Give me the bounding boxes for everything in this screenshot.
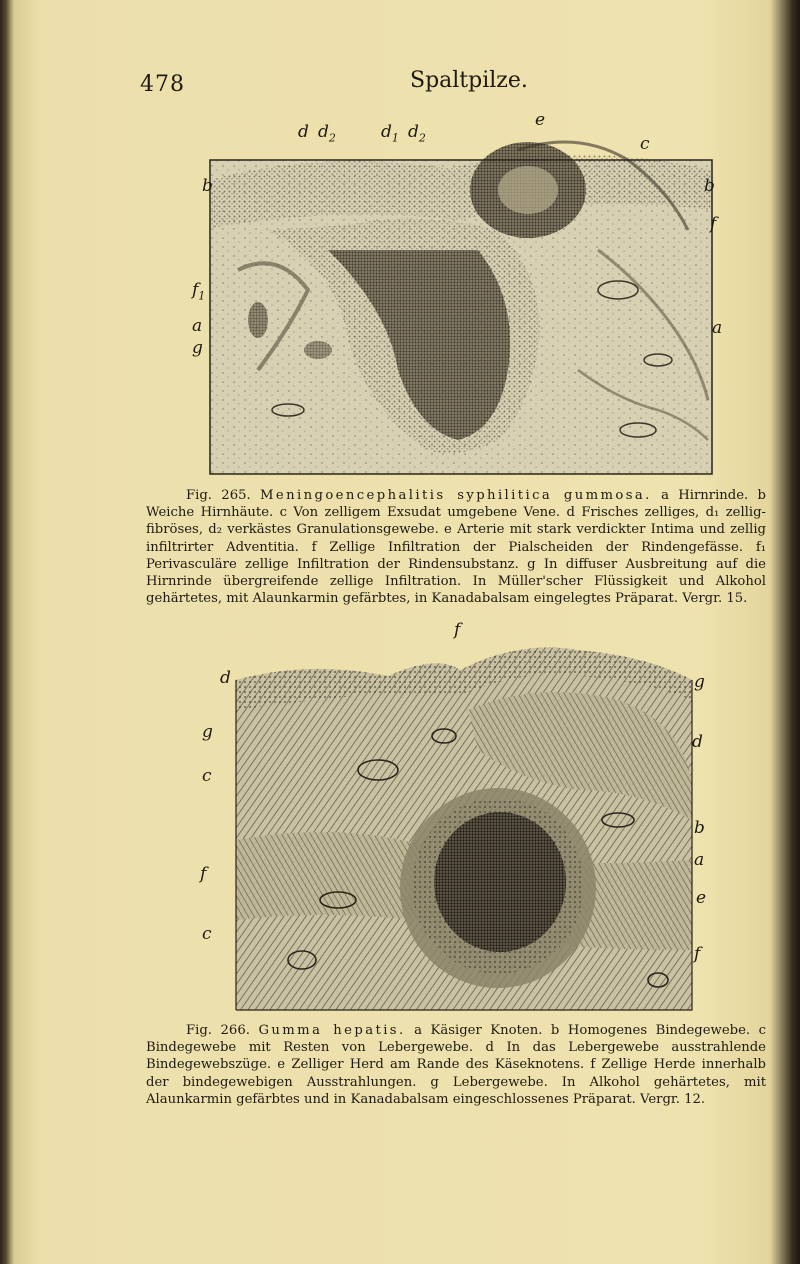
figure-266-caption xyxy=(146,1022,766,1108)
fig265-text: a Hirnrinde. b Weiche Hirnhäute. c Von zelligem Exsudat umgebene Vene. d Frisches zelliges, d₁ zellig-fibröses, d₂ verkästes Granulationsgewebe. e Arterie mit stark verdickter Intima und zellig infiltrirter Adventitia. f Zellige Infiltration der Pialscheiden der Rindengefässe. f₁ Perivasculäre zellige Infiltration der Rindensubstanz. g In diffuser Ausbreitung auf die Hirnrinde übergreifende zellige Infiltration. In Müller'scher Flüssigkeit und Alkohol gehärtetes, mit Alaunkarmin gefärbtes, in Kanadabalsam eingelegtes Präparat. Vergr. 15. xyxy=(146,488,766,607)
fig265-label-c: c xyxy=(640,134,650,154)
fig266-label-g-left: g xyxy=(202,722,213,742)
fig265-label-b-right: b xyxy=(704,176,715,196)
running-head: Spaltpilze. xyxy=(410,68,528,93)
fig265-label-g: g xyxy=(192,338,203,358)
fig265-label-f-right: f xyxy=(710,214,717,234)
fig265-label-d: d xyxy=(298,122,309,142)
fig265-label-d2b: $d_2$ xyxy=(408,122,426,145)
fig266-label-d-right: d xyxy=(692,732,703,752)
fig265-label-a-right: a xyxy=(712,318,723,338)
fig265-label-d2: $d_2$ xyxy=(318,122,336,145)
fig265-label-e: e xyxy=(535,110,546,130)
fig266-number: Fig. 266. xyxy=(186,1023,250,1038)
fig266-title: Gumma hepatis. xyxy=(258,1023,406,1038)
figure-266 xyxy=(198,620,726,1016)
fig266-text: a Käsiger Knoten. b Homogenes Bindegewebe. c Bindegewebe mit Resten von Lebergewebe. d In das Lebergewebe ausstrahlende Bindegewebszüge. e Zelliger Herd am Rande des Käseknotens. f Zellige Herde innerhalb der bindegewebigen Ausstrahlungen. g Lebergewebe. In Alkohol gehärtetes, mit Alaunkarmin gefärbtes und in Kanadabalsam eingeschlossenes Präparat. Vergr. 12. xyxy=(146,1023,766,1107)
fig266-label-c-left: c xyxy=(202,766,212,786)
fig265-label-f1: $f_1$ xyxy=(192,280,206,303)
fig266-label-a-right: a xyxy=(694,850,705,870)
fig265-label-d1: $d_1$ xyxy=(381,122,399,145)
figure-265-illustration xyxy=(198,110,726,482)
fig265-label-a-left: a xyxy=(192,316,203,336)
fig266-label-c-left2: c xyxy=(202,924,212,944)
figure-266-illustration xyxy=(198,620,726,1016)
page-number: 478 xyxy=(140,72,185,97)
fig266-label-g-right: g xyxy=(694,672,705,692)
fig265-number: Fig. 265. xyxy=(186,488,251,503)
fig265-label-b-left: b xyxy=(202,176,213,196)
fig266-label-f-top: f xyxy=(454,620,461,640)
figure-265 xyxy=(192,110,726,482)
fig266-label-f-right: f xyxy=(694,944,701,964)
fig265-title: Meningoencephalitis syphilitica gummosa. xyxy=(259,488,652,503)
fig266-label-b-right: b xyxy=(694,818,705,838)
fig266-label-e-right: e xyxy=(696,888,707,908)
fig266-label-f-left: f xyxy=(200,864,207,884)
figure-265-caption xyxy=(146,487,766,607)
fig266-label-d-left: d xyxy=(220,668,231,688)
